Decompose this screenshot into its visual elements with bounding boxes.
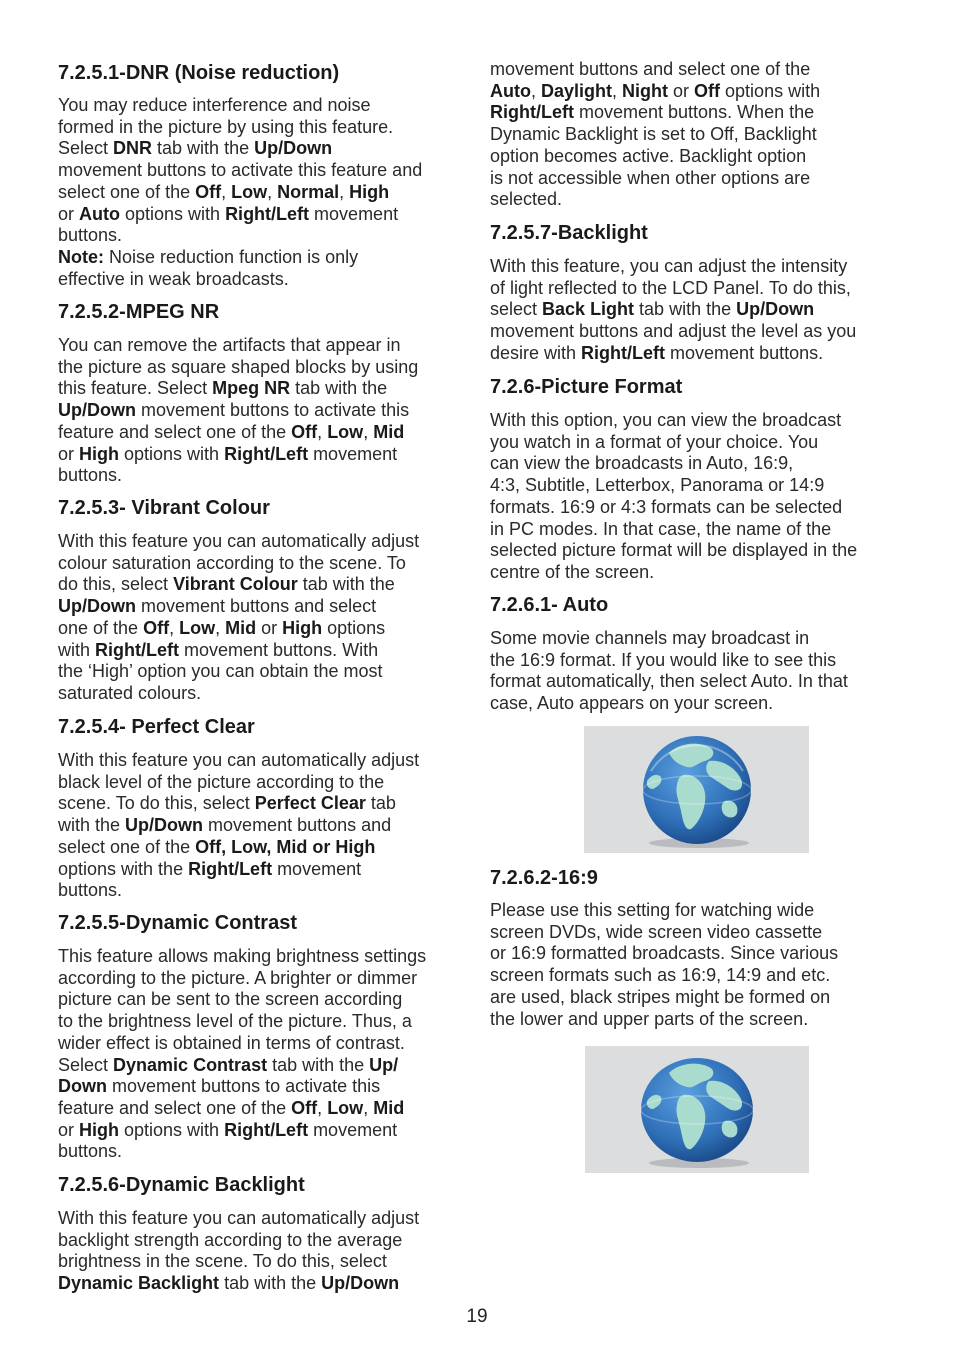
text-run: or 16:9 formatted broadcasts. Since various bbox=[490, 943, 839, 964]
text-run: with the bbox=[58, 815, 126, 836]
text-run: or bbox=[58, 1119, 80, 1140]
bold-term: Night bbox=[622, 80, 669, 101]
text-run: tab with the bbox=[634, 299, 737, 320]
bold-term: Auto bbox=[79, 203, 120, 224]
globe-icon bbox=[617, 1051, 777, 1169]
bold-term: Off bbox=[195, 181, 222, 202]
text-line bbox=[58, 750, 419, 772]
text-line bbox=[490, 922, 838, 944]
bold-term: Right/Left bbox=[581, 342, 666, 363]
text-line bbox=[58, 444, 418, 466]
text-line bbox=[490, 102, 820, 124]
text-run: Select bbox=[58, 1054, 114, 1075]
text-run: With this feature you can automatically adjust bbox=[58, 531, 420, 551]
heading-picture-format: 7.2.6-Picture Format bbox=[490, 376, 683, 398]
text-run: tab with the bbox=[219, 1273, 322, 1294]
text-run: one of the bbox=[58, 617, 144, 638]
text-run: movement buttons. bbox=[665, 342, 824, 363]
bold-term: Low bbox=[231, 181, 268, 202]
text-run: , bbox=[363, 421, 374, 442]
text-line bbox=[58, 968, 426, 990]
paragraph-picture-format bbox=[490, 410, 857, 584]
text-line bbox=[58, 378, 418, 400]
text-run: movement buttons and adjust the level as you bbox=[490, 321, 857, 342]
bold-term: Mpeg NR bbox=[212, 378, 291, 399]
bold-term: Off bbox=[143, 617, 170, 638]
text-run: feature and select one of the bbox=[58, 1097, 292, 1118]
text-line bbox=[58, 182, 422, 204]
text-line bbox=[58, 946, 426, 968]
text-line bbox=[58, 1251, 419, 1273]
text-line bbox=[490, 59, 820, 81]
text-run: buttons. bbox=[58, 880, 123, 901]
text-run: , bbox=[215, 617, 226, 638]
globe-image-auto bbox=[584, 726, 809, 853]
heading-backlight: 7.2.5.7-Backlight bbox=[490, 222, 648, 244]
bold-term: Mid bbox=[373, 421, 405, 442]
bold-term: High bbox=[349, 181, 390, 202]
text-line bbox=[490, 146, 820, 168]
bold-term: Low bbox=[179, 617, 216, 638]
text-run: With this option, you can view the broadcast bbox=[490, 410, 842, 430]
text-line bbox=[58, 204, 422, 226]
text-run: options with bbox=[120, 203, 226, 224]
bold-term: Mid bbox=[225, 617, 257, 638]
bold-term: Up/ bbox=[369, 1054, 399, 1075]
text-run: movement buttons and select bbox=[136, 596, 377, 617]
text-run: the ‘High’ option you can obtain the most bbox=[58, 661, 383, 682]
text-line bbox=[490, 519, 857, 541]
text-run: , bbox=[169, 617, 180, 638]
bold-term: High bbox=[282, 617, 323, 638]
bold-term: Off, Low, Mid or High bbox=[195, 836, 376, 857]
text-line bbox=[58, 661, 419, 683]
text-line bbox=[58, 574, 419, 596]
text-run: the lower and upper parts of the screen. bbox=[490, 1008, 809, 1029]
text-line bbox=[490, 168, 820, 190]
text-run: black level of the picture according to the bbox=[58, 771, 385, 792]
text-line bbox=[58, 531, 419, 553]
text-run: picture can be sent to the screen according bbox=[58, 989, 403, 1010]
bold-term: Up/Down bbox=[736, 299, 815, 320]
text-run: With this feature you can automatically adjust bbox=[58, 750, 420, 770]
text-run: selected. bbox=[490, 189, 563, 210]
text-line bbox=[490, 432, 857, 454]
bold-term: Low bbox=[327, 1097, 364, 1118]
text-line bbox=[490, 497, 857, 519]
text-line bbox=[490, 987, 838, 1009]
bold-term: Low bbox=[327, 421, 364, 442]
bold-term: Up/Down bbox=[58, 400, 136, 421]
paragraph-16-9 bbox=[490, 900, 838, 1030]
text-line bbox=[490, 189, 820, 211]
paragraph-mpeg-nr bbox=[58, 335, 418, 487]
text-run: feature and select one of the bbox=[58, 421, 292, 442]
text-run: , bbox=[317, 421, 328, 442]
text-run: movement bbox=[308, 1119, 398, 1140]
text-run: This feature allows making brightness settings bbox=[58, 946, 427, 966]
text-run: movement buttons and select one of the bbox=[490, 59, 811, 79]
text-line bbox=[490, 540, 857, 562]
text-line bbox=[490, 453, 857, 475]
text-line bbox=[58, 269, 422, 291]
text-run: movement bbox=[272, 858, 362, 879]
paragraph-dynamic-backlight bbox=[58, 1208, 419, 1295]
text-run: with bbox=[58, 639, 96, 660]
paragraph-auto bbox=[490, 628, 848, 715]
text-line bbox=[58, 1055, 426, 1077]
text-run: , bbox=[530, 80, 541, 101]
text-run: tab with the bbox=[290, 378, 388, 399]
bold-term: Perfect Clear bbox=[254, 793, 366, 814]
text-run: according to the picture. A brighter or dimmer bbox=[58, 967, 418, 988]
text-line bbox=[490, 943, 838, 965]
text-run: effective in weak broadcasts. bbox=[58, 268, 289, 289]
text-line bbox=[58, 1120, 426, 1142]
globe-icon bbox=[617, 731, 777, 849]
text-line bbox=[58, 1230, 419, 1252]
bold-term: Off bbox=[694, 80, 721, 101]
text-run: formed in the picture by using this feature. bbox=[58, 116, 394, 137]
text-run: select bbox=[490, 299, 543, 320]
text-run: options with bbox=[119, 443, 225, 464]
paragraph-dnr bbox=[58, 95, 422, 290]
text-line bbox=[58, 95, 422, 117]
text-run: case, Auto appears on your screen. bbox=[490, 693, 774, 714]
text-line bbox=[58, 989, 426, 1011]
text-line bbox=[58, 772, 419, 794]
bold-term: Note: bbox=[58, 246, 104, 267]
text-run: do this, select bbox=[58, 574, 174, 595]
bold-term: Dynamic Backlight bbox=[58, 1273, 220, 1294]
text-run: movement bbox=[309, 203, 399, 224]
text-line bbox=[58, 640, 419, 662]
text-run: colour saturation according to the scene. To bbox=[58, 552, 406, 573]
text-line bbox=[58, 793, 419, 815]
heading-dynamic-backlight: 7.2.5.6-Dynamic Backlight bbox=[58, 1174, 305, 1196]
text-run: or bbox=[58, 443, 80, 464]
text-run: centre of the screen. bbox=[490, 561, 655, 582]
text-line bbox=[490, 965, 838, 987]
text-run: buttons. bbox=[58, 225, 123, 246]
bold-term: Normal bbox=[277, 181, 340, 202]
text-line bbox=[58, 880, 419, 902]
text-run: buttons. bbox=[58, 1141, 123, 1162]
text-run: movement bbox=[308, 443, 398, 464]
text-run: , bbox=[221, 181, 232, 202]
text-run: the picture as square shaped blocks by using bbox=[58, 356, 419, 377]
text-run: option becomes active. Backlight option bbox=[490, 145, 807, 166]
bold-term: DNR bbox=[113, 138, 153, 159]
text-line bbox=[58, 1076, 426, 1098]
text-line bbox=[58, 1098, 426, 1120]
text-run: tab with the bbox=[152, 138, 255, 159]
text-line bbox=[490, 81, 820, 103]
text-line bbox=[490, 562, 857, 584]
text-run: movement buttons to activate this feature and bbox=[58, 160, 423, 181]
text-run: You may reduce interference and noise bbox=[58, 95, 371, 115]
text-line bbox=[58, 1033, 426, 1055]
text-run: buttons. bbox=[58, 465, 123, 486]
text-run: options bbox=[322, 617, 386, 638]
text-line bbox=[58, 683, 419, 705]
text-run: or bbox=[256, 617, 283, 638]
text-line bbox=[490, 256, 856, 278]
bold-term: Mid bbox=[373, 1097, 405, 1118]
text-run: format automatically, then select Auto. In that bbox=[490, 671, 848, 692]
text-run: 4:3, Subtitle, Letterbox, Panorama or 14:9 bbox=[490, 475, 825, 496]
text-line bbox=[58, 138, 422, 160]
text-line bbox=[490, 299, 856, 321]
bold-term: Vibrant Colour bbox=[173, 574, 298, 595]
bold-term: Off bbox=[291, 421, 318, 442]
text-run: tab with the bbox=[297, 574, 395, 595]
text-line bbox=[490, 124, 820, 146]
bold-term: Up/Down bbox=[254, 138, 333, 159]
text-run: screen DVDs, wide screen video cassette bbox=[490, 921, 823, 942]
text-run: selected picture format will be displayed in the bbox=[490, 540, 858, 561]
text-run: , bbox=[363, 1097, 374, 1118]
text-run: is not accessible when other options are bbox=[490, 167, 811, 188]
text-run: saturated colours. bbox=[58, 682, 202, 703]
text-run: movement buttons and bbox=[203, 815, 392, 836]
text-run: , bbox=[317, 1097, 328, 1118]
globe-image-16-9 bbox=[585, 1046, 809, 1173]
text-run: tab bbox=[365, 793, 396, 814]
text-run: , bbox=[339, 181, 350, 202]
text-run: can view the broadcasts in Auto, 16:9, bbox=[490, 453, 794, 474]
text-run: Dynamic Backlight is set to Off, Backlight bbox=[490, 124, 817, 145]
text-run: select one of the bbox=[58, 836, 196, 857]
bold-term: High bbox=[79, 443, 120, 464]
heading-16-9: 7.2.6.2-16:9 bbox=[490, 867, 598, 889]
text-run: options with bbox=[720, 80, 821, 101]
text-run: scene. To do this, select bbox=[58, 793, 255, 814]
text-line bbox=[58, 465, 418, 487]
bold-term: Down bbox=[58, 1076, 107, 1097]
text-run: Some movie channels may broadcast in bbox=[490, 628, 810, 648]
bold-term: Up/Down bbox=[125, 815, 204, 836]
text-line bbox=[58, 618, 419, 640]
text-run: this feature. Select bbox=[58, 378, 213, 399]
text-run: you watch in a format of your choice. You bbox=[490, 431, 819, 452]
paragraph-perfect-clear bbox=[58, 750, 419, 902]
text-run: With this feature you can automatically adjust bbox=[58, 1208, 420, 1228]
bold-term: Right/Left bbox=[490, 102, 574, 123]
text-line bbox=[490, 278, 856, 300]
text-line bbox=[58, 247, 422, 269]
text-line bbox=[490, 650, 848, 672]
text-run: screen formats such as 16:9, 14:9 and etc. bbox=[490, 965, 831, 986]
text-run: select one of the bbox=[58, 181, 196, 202]
paragraph-dynamic-contrast bbox=[58, 946, 426, 1163]
text-line bbox=[58, 1273, 419, 1295]
text-run: movement buttons. With bbox=[179, 639, 379, 660]
text-line bbox=[58, 1011, 426, 1033]
text-line bbox=[58, 596, 419, 618]
bold-term: Auto bbox=[490, 80, 531, 101]
text-run: in PC modes. In that case, the name of the bbox=[490, 518, 832, 539]
text-line bbox=[58, 225, 422, 247]
text-line bbox=[58, 400, 418, 422]
text-line bbox=[58, 422, 418, 444]
text-line bbox=[58, 859, 419, 881]
text-run: formats. 16:9 or 4:3 formats can be selected bbox=[490, 496, 843, 517]
text-run: With this feature, you can adjust the intensity bbox=[490, 256, 848, 276]
heading-dynamic-contrast: 7.2.5.5-Dynamic Contrast bbox=[58, 912, 297, 934]
bold-term: Right/Left bbox=[224, 443, 309, 464]
bold-term: Up/Down bbox=[58, 596, 136, 617]
text-line bbox=[58, 837, 419, 859]
page-number: 19 bbox=[466, 1306, 488, 1327]
text-run: or bbox=[668, 80, 695, 101]
text-run: of light reflected to the LCD Panel. To do this, bbox=[490, 277, 851, 298]
text-run: options with the bbox=[58, 858, 189, 879]
text-run: Select bbox=[58, 138, 114, 159]
text-line bbox=[58, 335, 418, 357]
text-line bbox=[490, 410, 857, 432]
bold-term: Up/Down bbox=[321, 1273, 400, 1294]
paragraph-vibrant-colour bbox=[58, 531, 419, 705]
text-run: , bbox=[267, 181, 278, 202]
text-run: are used, black stripes might be formed on bbox=[490, 986, 831, 1007]
text-line bbox=[490, 475, 857, 497]
heading-auto: 7.2.6.1- Auto bbox=[490, 594, 609, 616]
text-run: movement buttons to activate this bbox=[136, 400, 410, 421]
text-line bbox=[490, 693, 848, 715]
text-line bbox=[58, 357, 418, 379]
bold-term: Right/Left bbox=[188, 858, 273, 879]
heading-mpeg-nr: 7.2.5.2-MPEG NR bbox=[58, 301, 220, 323]
text-line bbox=[58, 160, 422, 182]
paragraph-backlight bbox=[490, 256, 856, 365]
text-line bbox=[58, 815, 419, 837]
text-run: tab with the bbox=[267, 1054, 370, 1075]
text-line bbox=[490, 1009, 838, 1031]
text-run: movement buttons. When the bbox=[573, 102, 815, 123]
text-run: backlight strength according to the average bbox=[58, 1229, 403, 1250]
bold-term: Right/Left bbox=[225, 203, 310, 224]
text-line bbox=[490, 900, 838, 922]
bold-term: Off bbox=[291, 1097, 318, 1118]
text-run: movement buttons to activate this bbox=[107, 1076, 381, 1097]
heading-dnr: 7.2.5.1-DNR (Noise reduction) bbox=[58, 62, 340, 84]
heading-vibrant-colour: 7.2.5.3- Vibrant Colour bbox=[58, 497, 270, 519]
paragraph-dynamic-backlight-cont bbox=[490, 59, 820, 211]
text-line bbox=[58, 1208, 419, 1230]
text-line bbox=[58, 1141, 426, 1163]
text-run: brightness in the scene. To do this, select bbox=[58, 1251, 387, 1272]
bold-term: Right/Left bbox=[95, 639, 179, 660]
text-line bbox=[490, 321, 856, 343]
text-line bbox=[58, 553, 419, 575]
text-run: Please use this setting for watching wide bbox=[490, 900, 815, 920]
bold-term: Back Light bbox=[542, 299, 635, 320]
text-run: options with bbox=[119, 1119, 225, 1140]
text-line bbox=[490, 671, 848, 693]
text-line bbox=[58, 117, 422, 139]
text-line bbox=[490, 628, 848, 650]
text-run: You can remove the artifacts that appear in bbox=[58, 335, 401, 355]
text-run: or bbox=[58, 203, 80, 224]
bold-term: Dynamic Contrast bbox=[113, 1054, 268, 1075]
text-run: , bbox=[612, 80, 623, 101]
heading-perfect-clear: 7.2.5.4- Perfect Clear bbox=[58, 716, 255, 738]
text-run: to the brightness level of the picture. Thus, a bbox=[58, 1011, 412, 1032]
text-run: desire with bbox=[490, 342, 582, 363]
bold-term: High bbox=[79, 1119, 120, 1140]
text-run: the 16:9 format. If you would like to see this bbox=[490, 649, 837, 670]
text-run: wider effect is obtained in terms of contrast. bbox=[58, 1032, 405, 1053]
bold-term: Daylight bbox=[541, 80, 613, 101]
text-line bbox=[490, 343, 856, 365]
text-run: Noise reduction function is only bbox=[104, 246, 359, 267]
bold-term: Right/Left bbox=[224, 1119, 309, 1140]
